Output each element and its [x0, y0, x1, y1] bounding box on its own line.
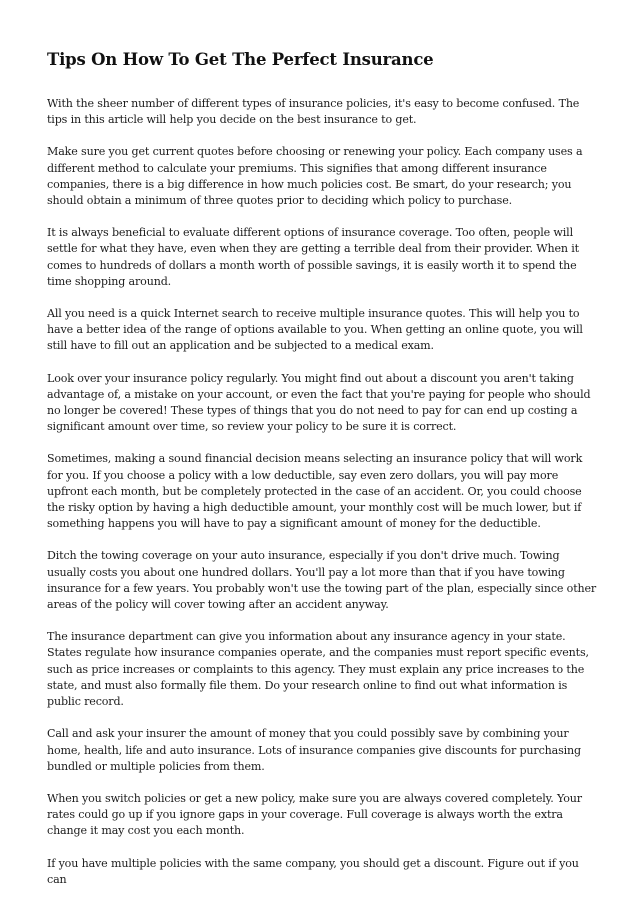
paragraph-11: If you have multiple policies with the same company, you should get a discount. Figure out if you can: [47, 856, 579, 886]
paragraph-8: The insurance department can give you information about any insurance agency in your state. States regulate how insurance companies operate, and the companies must report specific events, such as price increases or complaints to this agency. They must explain any price increases to the state, and must also formally file them. Do your research online to find out what information is public record.: [47, 630, 589, 709]
document-title: Tips On How To Get The Perfect Insurance: [47, 50, 434, 69]
document-page: [47, 48, 597, 904]
paragraph-1: With the sheer number of different types of insurance policies, it's easy to become confused. The tips in this article will help you decide on the best insurance to get.: [47, 97, 580, 127]
paragraph-10: When you switch policies or get a new policy, make sure you are always covered completely. Your rates could go up if you ignore gaps in your coverage. Full coverage is always worth the extra change it may cost you each month.: [47, 791, 582, 838]
paragraph-3: It is always beneficial to evaluate different options of insurance coverage. Too often, people will settle for what they have, even when they are getting a terrible deal from their provider. When it comes to hundreds of dollars a month worth of possible savings, it is easily worth it to spend the time shopping around.: [47, 226, 579, 288]
paragraph-2: Make sure you get current quotes before choosing or renewing your policy. Each company uses a different method to calculate your premiums. This signifies that among different insurance companies, there is a big difference in how much policies cost. Be smart, do your research; you should obtain a minimum of three quotes prior to deciding which policy to purchase.: [47, 145, 583, 208]
paragraph-7: Ditch the towing coverage on your auto insurance, especially if you don't drive much. Towing usually costs you about one hundred dollars. You'll pay a lot more than that if you have towing insurance for a few years. You probably won't use the towing part of the plan, especially since other areas of the policy will cover towing after an accident anyway.: [47, 549, 597, 612]
paragraph-4: All you need is a quick Internet search to receive multiple insurance quotes. This will help you to have a better idea of the range of options available to you. When getting an online quote, you will still have to fill out an application and be subjected to a medical exam.: [47, 307, 583, 353]
paragraph-5: Look over your insurance policy regularly. You might find out about a discount you aren't taking advantage of, a mistake on your account, or even the fact that you're paying for people who should no longer be covered! These types of things that you do not need to pay for can end up costing a significant amount over time, so review your policy to be sure it is correct.: [47, 371, 591, 434]
paragraph-6: Sometimes, making a sound financial decision means selecting an insurance policy that will work for you. If you choose a policy with a low deductible, say even zero dollars, you will pay more upfront each month, but be completely protected in the case of an accident. Or, you could choose the risky option by having a high deductible amount, your monthly cost will be much lower, but if something happens you will have to pay a significant amount of money for the deductible.: [47, 452, 583, 531]
paragraph-9: Call and ask your insurer the amount of money that you could possibly save by combining your home, health, life and auto insurance. Lots of insurance companies give discounts for purchasing bundled or multiple policies from them.: [47, 727, 581, 773]
